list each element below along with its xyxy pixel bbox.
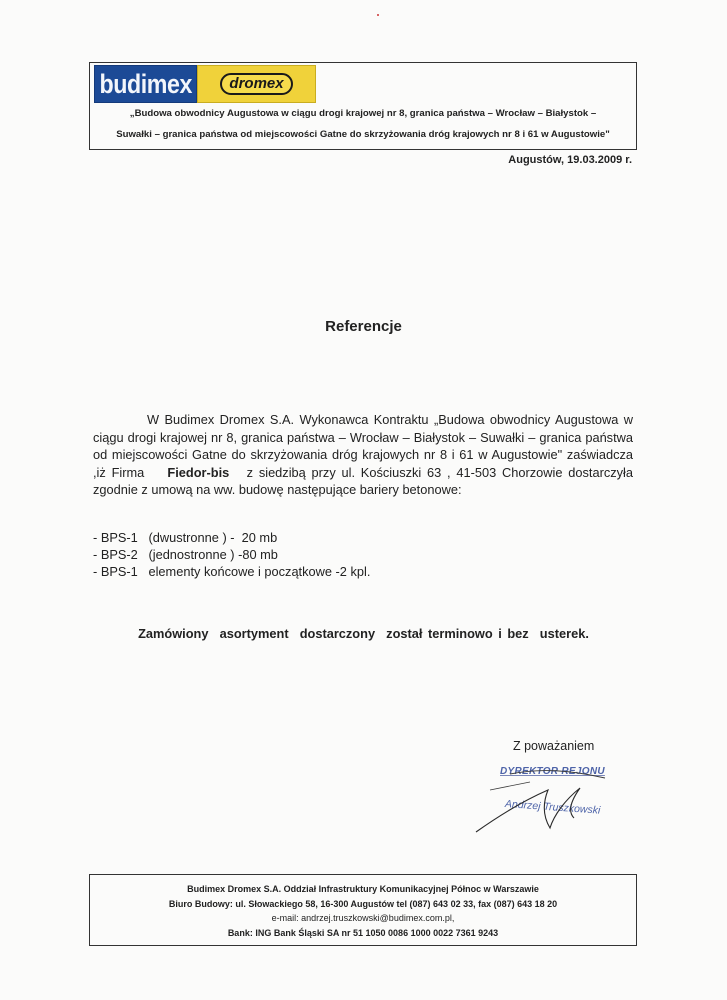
- body-part-1: W Budimex Dromex S.A. Wykonawca Kontraktu „Budowa obwodnicy Augustowa w ciągu drogi krajowej nr 8, granica państwa – Wrocław – Białystok – Suwałki – granica państwa od miejscowości Gatne do skrzyżowania dróg krajowych nr 8 i 61 w Augustowie" zaświadcza ,iż Firma: [93, 412, 633, 480]
- list-item: - BPS-1 elementy końcowe i początkowe -2 kpl.: [93, 564, 371, 579]
- letterhead-project-line-2: Suwałki – granica państwa od miejscowości Gatne do skrzyżowania dróg krajowych nr 8 i 61 w Augustowie": [116, 129, 610, 140]
- closing-statement: Zamówiony asortyment dostarczony został terminowo i bez usterek.: [138, 626, 589, 641]
- regards-text: Z poważaniem: [513, 739, 595, 753]
- document-date: Augustów, 19.03.2009 r.: [508, 154, 632, 166]
- letterhead: [89, 62, 637, 150]
- barrier-list: [93, 529, 633, 580]
- budimex-logo: budimex: [94, 65, 197, 103]
- list-item: - BPS-2 (jednostronne ) -80 mb: [93, 547, 278, 562]
- stamp-name: Andrzej Truszkowski: [504, 798, 601, 817]
- handwritten-signature: [470, 760, 620, 840]
- dromex-logo: dromex: [197, 65, 316, 103]
- scan-speck: [377, 14, 379, 16]
- footer-bank: Bank: ING Bank Śląski SA nr 51 1050 0086 1000 0022 7361 9243: [227, 928, 499, 938]
- footer-company: Budimex Dromex S.A. Oddział Infrastruktury Komunikacyjnej Północ w Warszawie: [187, 884, 539, 894]
- footer-email: e-mail: andrzej.truszkowski@budimex.com.pl,: [271, 913, 455, 923]
- footer: [89, 874, 637, 946]
- body-paragraph: [93, 411, 633, 499]
- company-name: Fiedor-bis: [167, 464, 230, 480]
- list-item: - BPS-1 (dwustronne ) - 20 mb: [93, 530, 278, 545]
- letterhead-project-line-1: „Budowa obwodnicy Augustowa w ciągu drogi krajowej nr 8, granica państwa – Wrocław – Białystok –: [129, 108, 597, 119]
- body-part-2: z siedzibą przy ul. Kościuszki 63 , 41-503 Chorzowie dostarczyła zgodnie z umową na ww. budowę następujące bariery betonowe:: [93, 464, 633, 497]
- stamp-title: DYREKTOR REJONU: [500, 766, 605, 777]
- document-title: Referencje: [325, 318, 402, 335]
- footer-address: Biuro Budowy: ul. Słowackiego 58, 16-300 Augustów tel (087) 643 02 33, fax (087) 643 18 20: [168, 899, 558, 909]
